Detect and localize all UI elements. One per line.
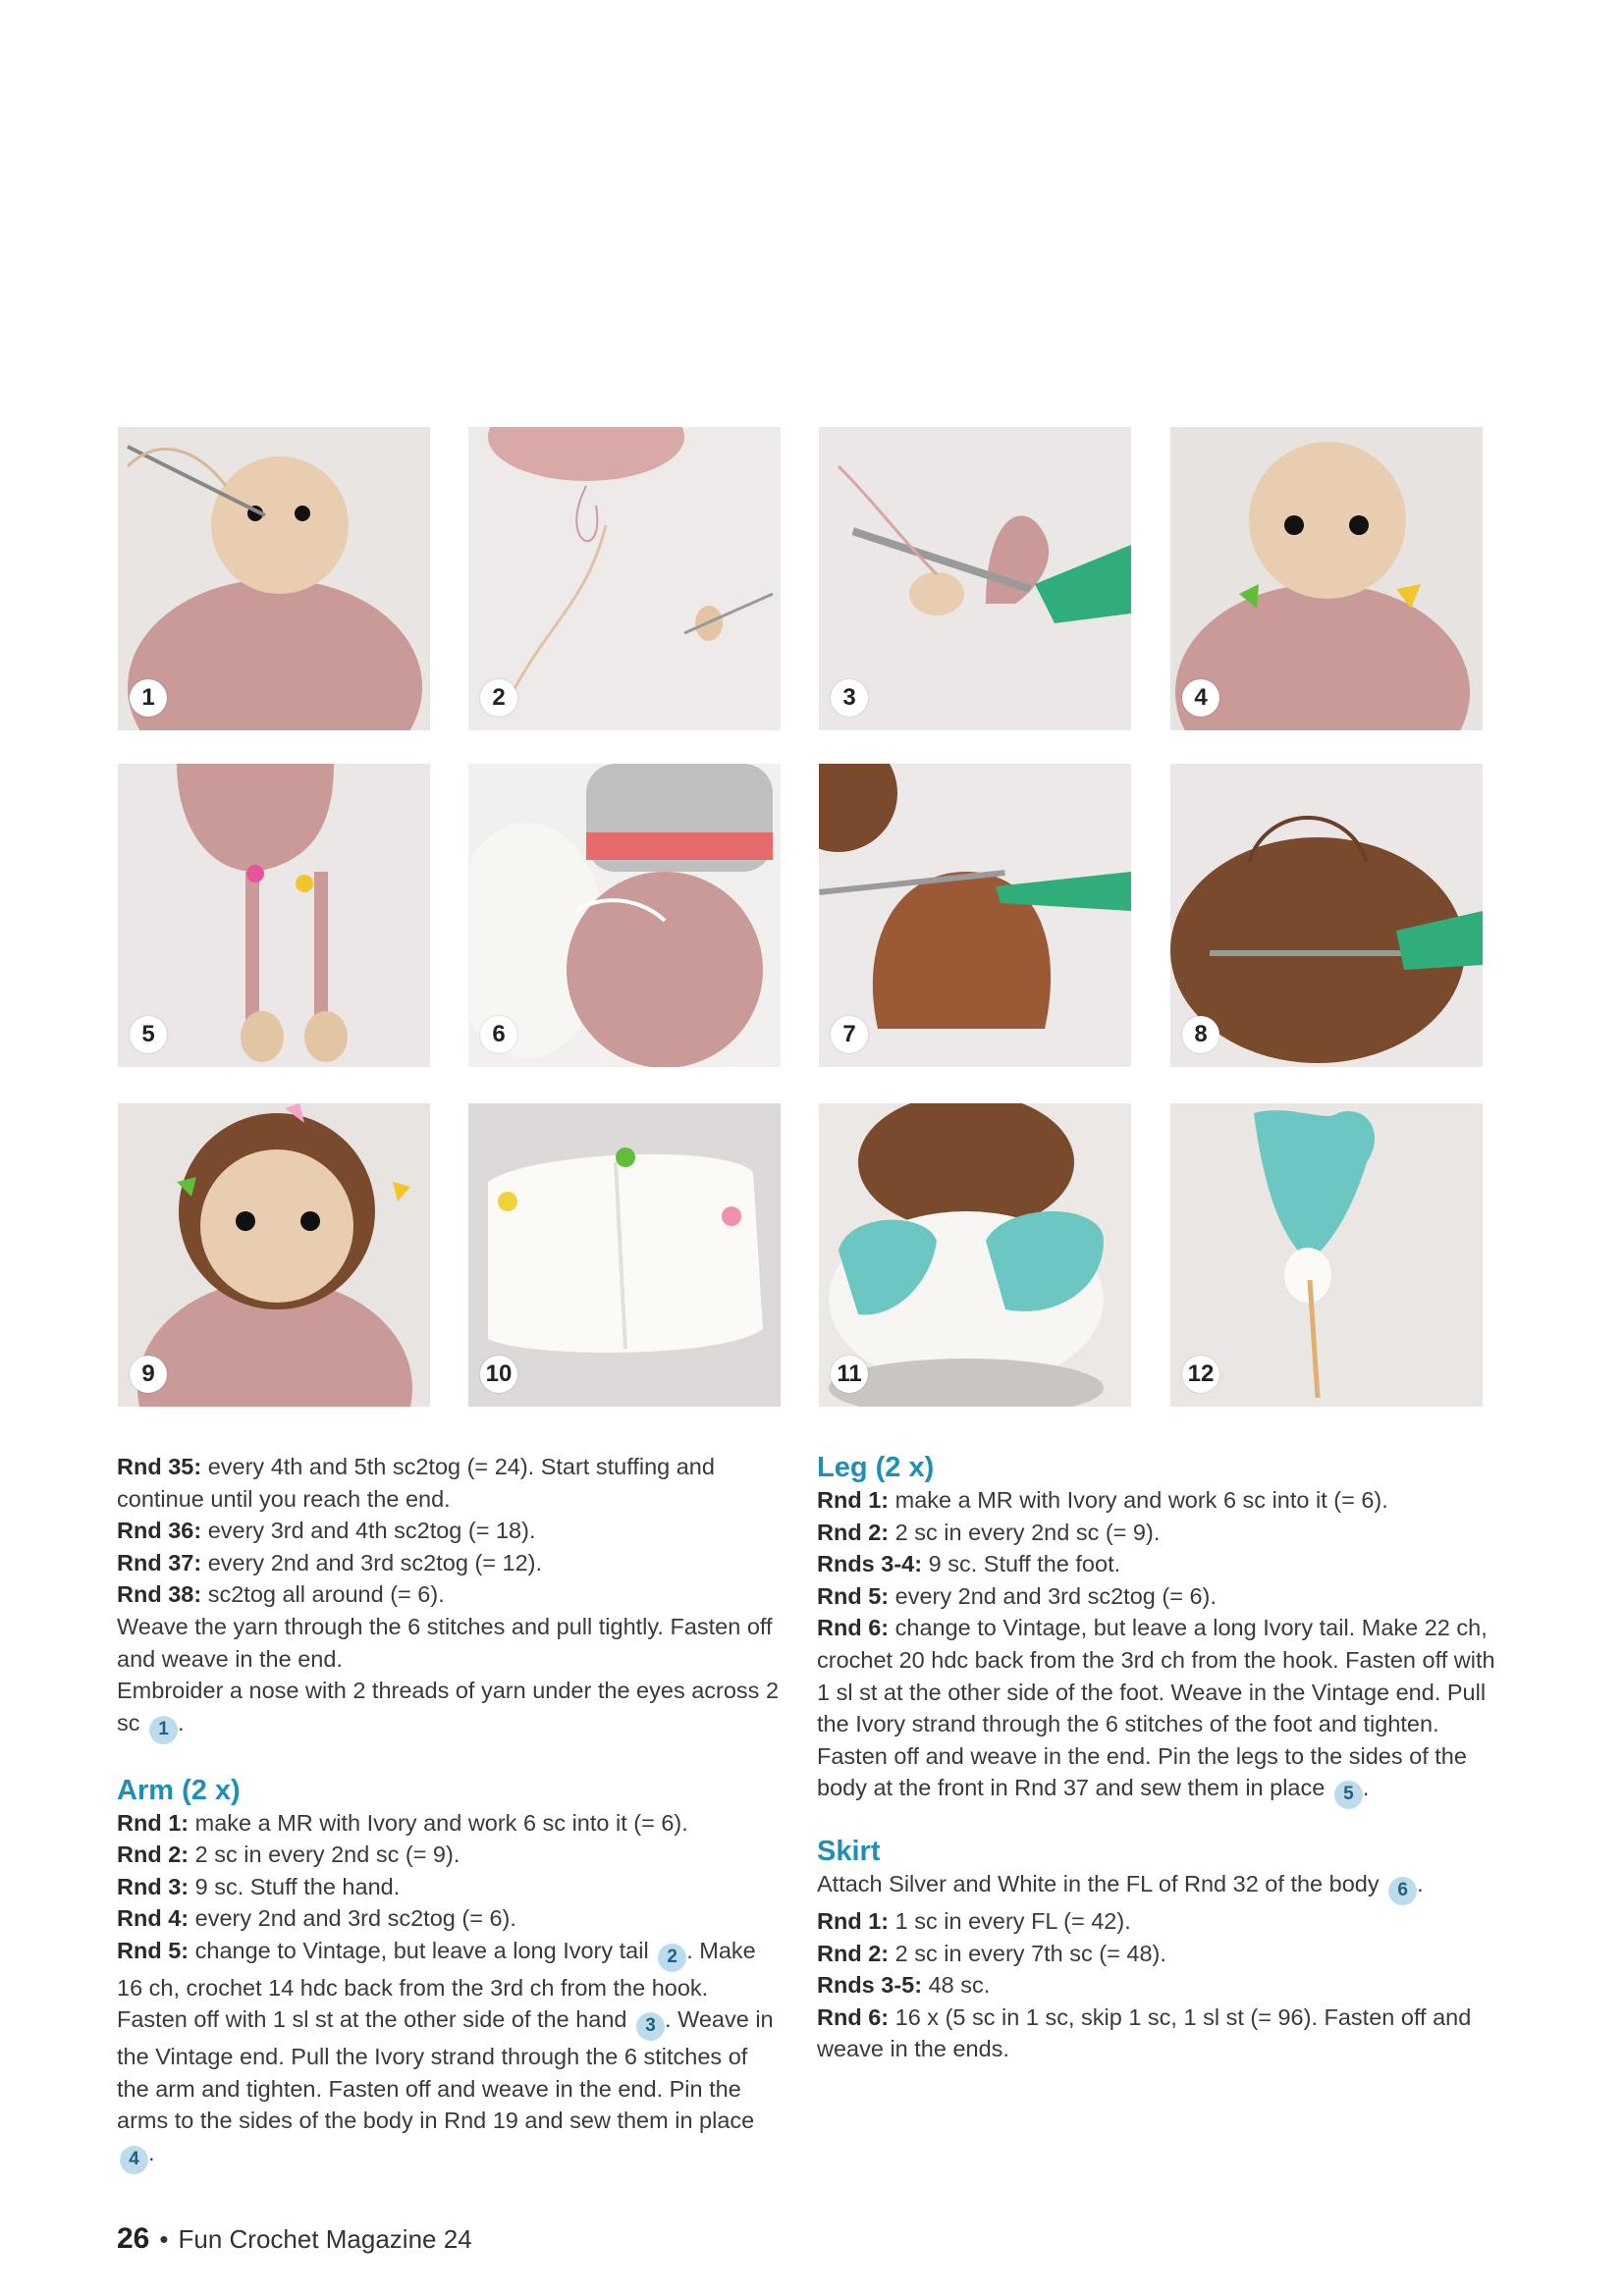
photo-number-badge: 10: [480, 1356, 517, 1393]
instruction-arm-rnd1: Rnd 1: make a MR with Ivory and work 6 sc into it (= 6).: [117, 1809, 688, 1836]
photo-12: [1170, 1103, 1483, 1407]
instruction-skirt-rnd3-5: Rnds 3-5: 48 sc.: [817, 1972, 991, 1999]
photo-10: [468, 1103, 781, 1407]
brown-hair-loops-photo: [1170, 764, 1483, 1067]
instruction-skirt-intro: Attach Silver and White in the FL of Rnd 32 of the body 6 .: [817, 1868, 1504, 1905]
white-fluffy-skirt-photo: [468, 1103, 781, 1407]
silver-white-yarn-skirt-photo: [468, 764, 781, 1067]
photo-ref-badge: 3: [636, 2012, 665, 2041]
left-text-column: [117, 1451, 785, 2174]
instruction-arm-rnd5: Rnd 5: change to Vintage, but leave a long Ivory tail 2 . Make 16 ch, crochet 14 hdc back from the 3rd ch from the hook. Fasten off with 1 sl st at the other side of the hand 3 . Weave in the Vintage end. Pull the Ivory strand through the 6 stitches of the arm and tighten. Fasten off and weave in the end. Pin the arms to the sides of the body in Rnd 19 and sew them in place 4 .: [117, 1935, 785, 2174]
instruction-leg-rnd5: Rnd 5: every 2nd and 3rd sc2tog (= 6).: [817, 1582, 1217, 1609]
photo-7: [819, 764, 1131, 1067]
photo-4: [1170, 427, 1483, 730]
photo-number-badge: 12: [1182, 1356, 1219, 1393]
photo-9: [118, 1103, 430, 1407]
photo-number-badge: 2: [480, 679, 517, 717]
photo-number-badge: 11: [831, 1356, 868, 1393]
crochet-hand-photo: [819, 427, 1131, 730]
instruction-skirt-rnd2: Rnd 2: 2 sc in every 7th sc (= 48).: [817, 1940, 1166, 1966]
photo-1: [118, 427, 430, 730]
instruction-rnd36: Rnd 36: every 3rd and 4th sc2tog (= 18).: [117, 1518, 536, 1544]
section-title-arm: Arm (2 x): [117, 1774, 241, 1806]
photo-2: [468, 427, 781, 730]
photo-number-badge: 3: [831, 679, 868, 717]
doll-head-embroider-nose-photo: [118, 427, 430, 730]
yarn-and-needle-photo: [468, 427, 781, 730]
brown-hair-cap-photo: [819, 764, 1131, 1067]
instruction-leg-rnd2: Rnd 2: 2 sc in every 2nd sc (= 9).: [817, 1519, 1161, 1545]
photo-3: [819, 427, 1131, 730]
right-text-column: [817, 1451, 1504, 2065]
page-footer: [117, 2222, 472, 2256]
instruction-weave: Weave the yarn through the 6 stitches and pull tightly. Fasten off and weave in the end.: [117, 1613, 773, 1672]
photo-number-badge: 5: [130, 1016, 167, 1053]
photo-number-badge: 4: [1182, 679, 1219, 717]
instruction-rnd35: Rnd 35: every 4th and 5th sc2tog (= 24). Start stuffing and continue until you reach the end.: [117, 1454, 715, 1512]
instruction-skirt-rnd6: Rnd 6: 16 x (5 sc in 1 sc, skip 1 sc, 1 sl st (= 96). Fasten off and weave in the ends.: [817, 2003, 1472, 2062]
photo-ref-badge: 5: [1334, 1781, 1363, 1809]
instruction-rnd37: Rnd 37: every 2nd and 3rd sc2tog (= 12).: [117, 1549, 543, 1575]
photo-ref-badge: 6: [1388, 1877, 1417, 1905]
photo-11: [819, 1103, 1131, 1407]
instruction-arm-rnd2: Rnd 2: 2 sc in every 2nd sc (= 9).: [117, 1842, 460, 1868]
instruction-leg-rnd3-4: Rnds 3-4: 9 sc. Stuff the foot.: [817, 1551, 1121, 1577]
photo-ref-badge: 2: [658, 1944, 686, 1972]
photo-6: [468, 764, 781, 1067]
photo-number-badge: 9: [130, 1356, 167, 1393]
section-title-skirt: Skirt: [817, 1836, 881, 1868]
instruction-embroider-nose: Embroider a nose with 2 threads of yarn under the eyes across 2 sc 1 .: [117, 1675, 785, 1743]
magazine-title: Fun Crochet Magazine 24: [178, 2224, 472, 2254]
photo-number-badge: 6: [480, 1016, 517, 1053]
instruction-arm-rnd4: Rnd 4: every 2nd and 3rd sc2tog (= 6).: [117, 1905, 516, 1932]
photo-number-badge: 8: [1182, 1016, 1219, 1053]
photo-8: [1170, 764, 1483, 1067]
instruction-arm-rnd3: Rnd 3: 9 sc. Stuff the hand.: [117, 1873, 401, 1899]
doll-with-arms-pinned-photo: [1170, 427, 1483, 730]
photo-ref-badge: 1: [149, 1716, 178, 1744]
section-title-leg: Leg (2 x): [817, 1452, 935, 1483]
instruction-skirt-rnd1: Rnd 1: 1 sc in every FL (= 42).: [817, 1907, 1131, 1934]
instruction-leg-rnd6: Rnd 6: change to Vintage, but leave a long Ivory tail. Make 22 ch, crochet 20 hdc back from the 3rd ch from the hook. Fasten off with 1 sl st at the other side of the foot. Weave in the Vintage end. Pull the Ivory strand through the 6 stitches of the foot and tighten. Fasten off and weave in the end. Pin the legs to the sides of the body at the front in Rnd 37 and sew them in place 5 .: [817, 1612, 1504, 1809]
blue-wing-pinned-photo: [1170, 1103, 1483, 1407]
page-number: 26: [117, 2222, 150, 2255]
doll-with-hair-photo: [118, 1103, 430, 1407]
instruction-leg-rnd1: Rnd 1: make a MR with Ivory and work 6 sc into it (= 6).: [817, 1487, 1388, 1513]
instruction-rnd38: Rnd 38: sc2tog all around (= 6).: [117, 1581, 445, 1608]
doll-legs-photo: [118, 764, 430, 1067]
photo-number-badge: 7: [831, 1016, 868, 1053]
photo-5: [118, 764, 430, 1067]
footer-separator: •: [159, 2224, 169, 2254]
blue-wings-photo: [819, 1103, 1131, 1407]
photo-number-badge: 1: [130, 679, 167, 717]
photo-ref-badge: 4: [120, 2146, 148, 2174]
